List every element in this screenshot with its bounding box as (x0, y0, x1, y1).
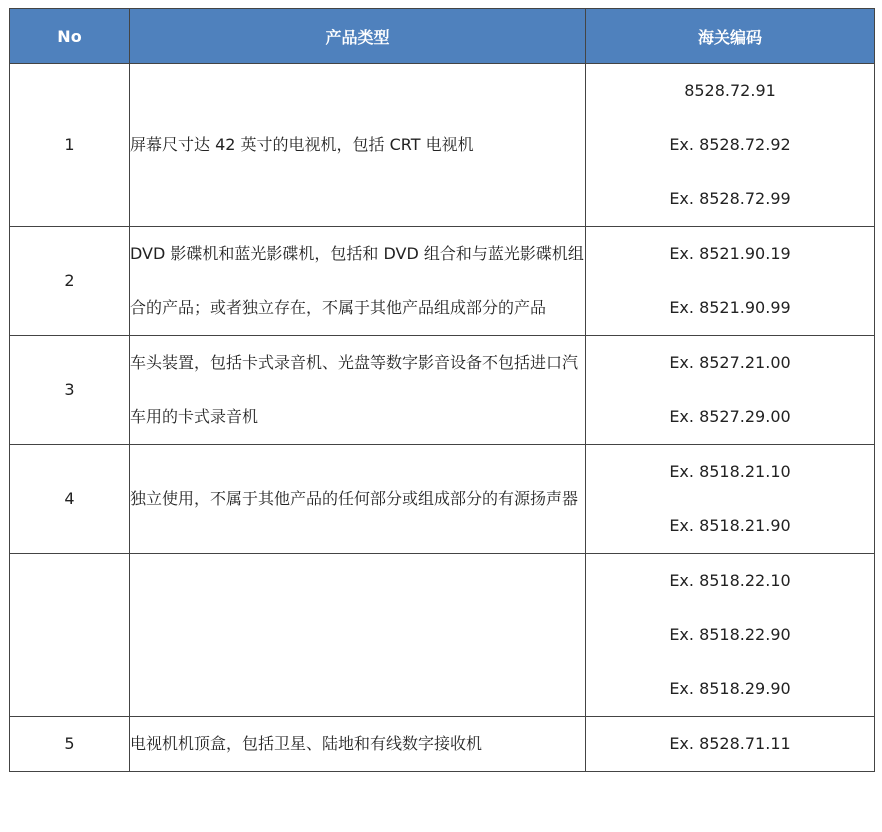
header-no: No (10, 9, 130, 64)
customs-code: Ex. 8528.72.92 (669, 135, 791, 154)
customs-codes (586, 717, 875, 772)
customs-code: Ex. 8518.22.10 (669, 571, 791, 590)
customs-codes (586, 336, 875, 445)
table-header (10, 9, 875, 64)
row-number: 4 (10, 445, 130, 554)
table-row (10, 717, 875, 772)
product-type: 屏幕尺寸达 42 英寸的电视机，包括 CRT 电视机 (130, 64, 586, 227)
customs-code: Ex. 8518.22.90 (669, 625, 791, 644)
table-row (10, 445, 875, 554)
row-number: 5 (10, 717, 130, 772)
customs-code-table (9, 8, 875, 772)
customs-code: Ex. 8527.21.00 (669, 353, 791, 372)
row-number: 1 (10, 64, 130, 227)
product-type: 电视机机顶盒，包括卫星、陆地和有线数字接收机 (130, 717, 586, 772)
customs-codes (586, 445, 875, 554)
header-row (10, 9, 875, 64)
customs-code: Ex. 8527.29.00 (669, 407, 791, 426)
customs-codes (586, 227, 875, 336)
table-row (10, 227, 875, 336)
header-customs-code: 海关编码 (586, 9, 875, 64)
table-body (10, 64, 875, 772)
product-type: DVD 影碟机和蓝光影碟机，包括和 DVD 组合和与蓝光影碟机组合的产品；或者独立存在，不属于其他产品组成部分的产品 (130, 227, 586, 336)
customs-code: Ex. 8521.90.99 (669, 298, 791, 317)
customs-code: Ex. 8528.72.99 (669, 189, 791, 208)
table-row (10, 64, 875, 227)
customs-code: Ex. 8518.21.90 (669, 516, 791, 535)
row-number: 2 (10, 227, 130, 336)
customs-code: Ex. 8521.90.19 (669, 244, 791, 263)
customs-code: Ex. 8518.29.90 (669, 679, 791, 698)
product-type: 车头装置，包括卡式录音机、光盘等数字影音设备不包括进口汽车用的卡式录音机 (130, 336, 586, 445)
row-number (10, 554, 130, 717)
table-row (10, 554, 875, 717)
header-product-type: 产品类型 (130, 9, 586, 64)
customs-codes (586, 64, 875, 227)
product-type: 独立使用，不属于其他产品的任何部分或组成部分的有源扬声器 (130, 445, 586, 554)
row-number: 3 (10, 336, 130, 445)
customs-code: Ex. 8528.71.11 (669, 734, 791, 753)
product-type (130, 554, 586, 717)
customs-code: 8528.72.91 (684, 81, 776, 100)
table-row (10, 336, 875, 445)
customs-codes (586, 554, 875, 717)
customs-code: Ex. 8518.21.10 (669, 462, 791, 481)
